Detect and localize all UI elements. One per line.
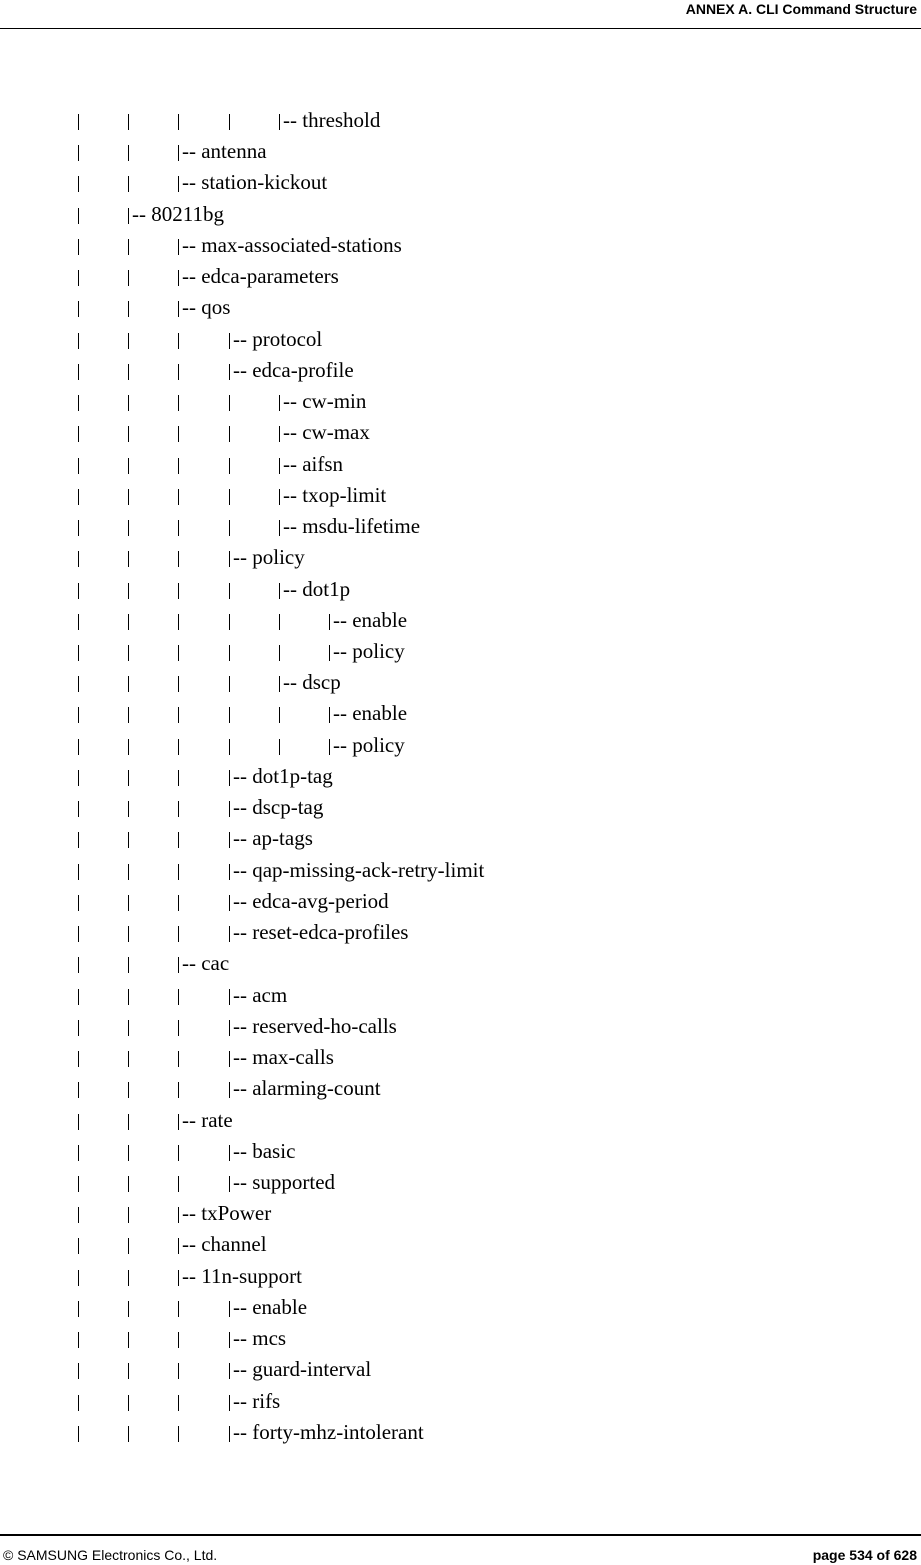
tree-node-label: -- msdu-lifetime: [283, 514, 421, 539]
footer-divider: [0, 1534, 921, 1536]
tree-node: [0, 1323, 921, 1354]
tree-node-label: -- reset-edca-profiles: [233, 920, 409, 945]
tree-node-label: -- acm: [233, 982, 288, 1007]
tree-node-label: -- qos: [182, 295, 231, 320]
tree-node-label: -- cw-max: [283, 420, 370, 445]
tree-node: [0, 136, 921, 167]
tree-node-branch: [178, 261, 339, 292]
tree-node-label: -- channel: [182, 1232, 267, 1257]
tree-node-label: -- mcs: [233, 1326, 287, 1351]
tree-node-label: -- ap-tags: [233, 826, 313, 851]
tree-node-label: -- rifs: [233, 1388, 281, 1413]
tree-node: [0, 261, 921, 292]
tree-node: [0, 980, 921, 1011]
tree-node-label: -- policy: [233, 545, 305, 570]
tree-node-branch: [178, 136, 267, 167]
tree-node-branch: [229, 1292, 307, 1323]
tree-node-branch: [279, 449, 343, 480]
tree-node: [0, 1011, 921, 1042]
tree-node-label: -- txPower: [182, 1201, 272, 1226]
page-header-title: ANNEX A. CLI Command Structure: [685, 1, 917, 17]
tree-node-label: -- protocol: [233, 326, 323, 351]
tree-node: [0, 542, 921, 573]
tree-node-branch: [178, 230, 402, 261]
tree-node-label: -- aifsn: [283, 451, 344, 476]
tree-node-branch: [229, 761, 333, 792]
tree-node-label: -- alarming-count: [233, 1076, 381, 1101]
tree-node-branch: [229, 1042, 334, 1073]
tree-node-label: -- supported: [233, 1169, 336, 1194]
tree-node: [0, 636, 921, 667]
tree-node-label: -- cw-min: [283, 389, 367, 414]
tree-node-branch: [178, 1198, 271, 1229]
tree-node-branch: [279, 386, 366, 417]
tree-node-branch: [229, 1073, 381, 1104]
tree-node: [0, 1167, 921, 1198]
tree-node-branch: [229, 1417, 424, 1448]
tree-node-label: -- reserved-ho-calls: [233, 1013, 397, 1038]
tree-node-label: -- policy: [333, 638, 405, 663]
tree-node-label: -- qap-missing-ack-retry-limit: [233, 857, 485, 882]
tree-node-branch: [229, 1323, 286, 1354]
tree-node: [0, 948, 921, 979]
tree-node-branch: [229, 823, 313, 854]
tree-node-branch: [279, 574, 350, 605]
tree-node: [0, 1229, 921, 1260]
tree-node: [0, 1042, 921, 1073]
tree-node-label: -- edca-profile: [233, 357, 354, 382]
tree-node-branch: [279, 511, 420, 542]
page-header: [0, 0, 921, 29]
tree-node-branch: [128, 199, 224, 230]
tree-node-label: -- edca-avg-period: [233, 888, 389, 913]
tree-node: [0, 167, 921, 198]
tree-node: [0, 730, 921, 761]
tree-node: [0, 792, 921, 823]
tree-node-label: -- dot1p: [283, 576, 351, 601]
tree-node: [0, 1073, 921, 1104]
tree-node-branch: [229, 1354, 371, 1385]
tree-node-branch: [329, 730, 405, 761]
tree-node: [0, 355, 921, 386]
tree-node-branch: [229, 792, 323, 823]
tree-node: [0, 1198, 921, 1229]
tree-node: [0, 386, 921, 417]
tree-node-branch: [229, 1386, 280, 1417]
tree-node: [0, 1261, 921, 1292]
tree-node-branch: [178, 948, 229, 979]
tree-node: [0, 1292, 921, 1323]
tree-node-branch: [229, 324, 322, 355]
tree-node-branch: [178, 292, 230, 323]
tree-node-label: -- 80211bg: [132, 201, 224, 226]
tree-node: [0, 417, 921, 448]
tree-node-branch: [329, 698, 407, 729]
tree-node-label: -- cac: [182, 951, 230, 976]
tree-node-branch: [229, 1011, 397, 1042]
tree-node-label: -- enable: [333, 607, 408, 632]
tree-node: [0, 574, 921, 605]
tree-node-label: -- guard-interval: [233, 1357, 372, 1382]
tree-node-label: -- station-kickout: [182, 170, 328, 195]
tree-node-label: -- dot1p-tag: [233, 763, 333, 788]
tree-node-label: -- policy: [333, 732, 405, 757]
tree-node-label: -- 11n-support: [182, 1263, 302, 1288]
tree-node: [0, 292, 921, 323]
tree-node: [0, 698, 921, 729]
tree-node: [0, 1417, 921, 1448]
tree-node: [0, 511, 921, 542]
footer-page-number: page 534 of 628: [812, 1547, 917, 1563]
tree-node: [0, 886, 921, 917]
tree-node-branch: [329, 636, 405, 667]
footer-copyright: © SAMSUNG Electronics Co., Ltd.: [3, 1547, 218, 1563]
tree-node-label: -- max-calls: [233, 1045, 334, 1070]
tree-node-label: -- dscp-tag: [233, 795, 324, 820]
tree-node-label: -- forty-mhz-intolerant: [233, 1419, 424, 1444]
tree-node-branch: [229, 355, 354, 386]
tree-node-branch: [279, 667, 341, 698]
tree-node: [0, 1136, 921, 1167]
tree-node-label: -- antenna: [182, 139, 267, 164]
tree-node-label: -- rate: [182, 1107, 233, 1132]
tree-node-branch: [178, 167, 327, 198]
tree-node-label: -- threshold: [283, 108, 381, 132]
tree-node-branch: [279, 480, 386, 511]
tree-node: [0, 823, 921, 854]
tree-node: [0, 917, 921, 948]
tree-node-branch: [329, 605, 407, 636]
tree-node: [0, 667, 921, 698]
tree-node-branch: [229, 917, 408, 948]
tree-node: [0, 855, 921, 886]
tree-node: [0, 324, 921, 355]
tree-node-branch: [229, 1136, 295, 1167]
tree-node: [0, 605, 921, 636]
tree-node-branch: [229, 855, 484, 886]
tree-node: [0, 1386, 921, 1417]
tree-node-branch: [279, 105, 380, 136]
tree-node-label: -- max-associated-stations: [182, 232, 402, 257]
tree-node: [0, 105, 921, 136]
tree-node-branch: [229, 886, 389, 917]
tree-node: [0, 480, 921, 511]
tree-node-branch: [178, 1105, 233, 1136]
tree-node-label: -- basic: [233, 1138, 296, 1163]
tree-node-label: -- dscp: [283, 670, 341, 695]
tree-node-branch: [178, 1229, 267, 1260]
tree-node: [0, 1354, 921, 1385]
tree-node-branch: [229, 1167, 335, 1198]
tree-node: [0, 761, 921, 792]
tree-node-label: -- enable: [333, 701, 408, 726]
tree-node: [0, 199, 921, 230]
tree-node: [0, 449, 921, 480]
tree-node: [0, 1105, 921, 1136]
tree-node-label: -- txop-limit: [283, 482, 387, 507]
command-tree: [0, 105, 921, 1448]
tree-node-branch: [229, 980, 287, 1011]
tree-node-branch: [279, 417, 370, 448]
tree-node-branch: [178, 1261, 302, 1292]
tree-node: [0, 230, 921, 261]
tree-node-branch: [229, 542, 305, 573]
tree-node-label: -- edca-parameters: [182, 264, 339, 289]
tree-node-label: -- enable: [233, 1294, 308, 1319]
